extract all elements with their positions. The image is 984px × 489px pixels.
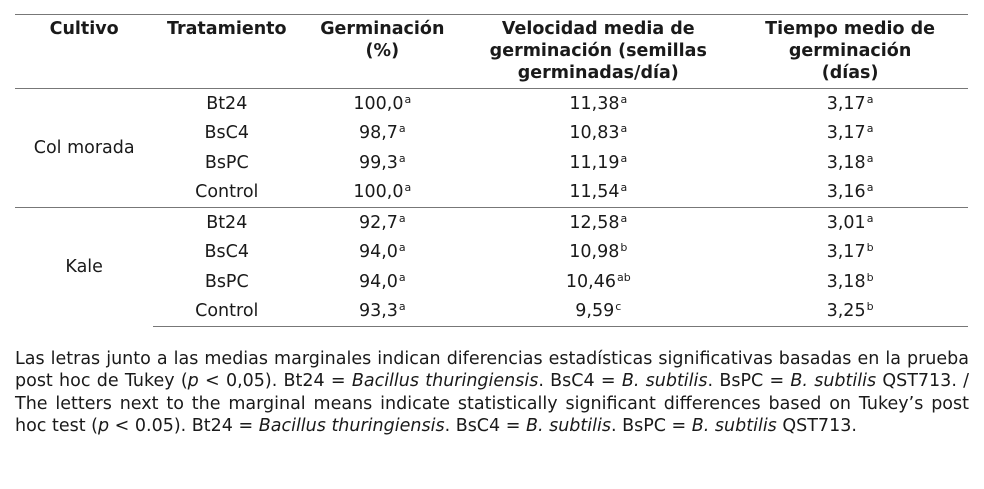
time-cell (732, 119, 968, 149)
footnote-text: < 0,05). Bt24 = (198, 371, 352, 392)
germination-cell-value: 94,0 (358, 271, 398, 292)
germination-cell (300, 267, 464, 297)
footnote-text: QST713. / The letters next to the marginal means indicate statistically significant differences based on Tukey’s post hoc test ( (15, 371, 970, 437)
speed-cell (464, 119, 732, 149)
footnote-text: . BsPC = (707, 371, 791, 392)
footnote-text: < 0.05). Bt24 = (109, 416, 259, 437)
time-cell (732, 267, 968, 297)
speed-cell-value: 11,19 (569, 152, 620, 173)
speed-cell-value: 11,54 (569, 182, 620, 203)
speed-cell-value: 10,83 (569, 123, 620, 144)
footnote-italic-text: B. subtilis (691, 416, 777, 437)
crop-name-cell: Col morada (33, 138, 135, 158)
footnote-text: . BsC4 = (538, 371, 622, 392)
significance-letter: c (615, 300, 622, 314)
footnote-italic-text: B. subtilis (621, 371, 708, 392)
germination-cell-value: 94,0 (358, 242, 398, 263)
crop-group (15, 89, 968, 208)
time-cell (732, 208, 968, 238)
footnote-text: QST713. (776, 416, 857, 437)
significance-letter: a (404, 92, 412, 106)
speed-cell (464, 297, 732, 327)
footnote-italic-text: Bacillus thuringiensis (258, 416, 445, 437)
time-cell (732, 178, 968, 208)
speed-cell-value: 12,58 (569, 212, 620, 233)
significance-letter: b (620, 241, 628, 255)
results-table-container (15, 14, 968, 327)
crop-name-cell: Kale (15, 208, 153, 327)
time-cell-value: 3,16 (826, 182, 866, 203)
treatment-cell: Control (153, 297, 300, 327)
table-row (15, 267, 968, 297)
treatment-cell: BsC4 (204, 123, 249, 144)
speed-cell (464, 89, 732, 119)
footnote-text: . BsC4 = (444, 416, 526, 437)
significance-letter: a (866, 92, 874, 106)
treatment-cell: Bt24 (206, 93, 248, 114)
significance-letter: a (398, 300, 406, 314)
table-row (15, 297, 968, 327)
table-row (15, 238, 968, 268)
germination-cell (300, 119, 464, 149)
treatment-cell: BsPC (204, 271, 249, 292)
significance-letter: a (866, 122, 874, 136)
speed-cell-value: 9,59 (575, 301, 615, 322)
treatment-cell: Bt24 (153, 208, 300, 238)
significance-letter: a (404, 181, 412, 195)
header-tratamiento: Tratamiento (153, 15, 300, 89)
significance-letter: a (620, 151, 628, 165)
significance-letter: ab (616, 270, 631, 284)
germination-cell-value: 92,7 (358, 212, 398, 233)
significance-letter: a (398, 122, 406, 136)
speed-cell (464, 267, 732, 297)
significance-letter: a (620, 122, 628, 136)
treatment-cell: Control (195, 182, 259, 203)
time-cell-value: 3,17 (826, 93, 866, 114)
germination-cell (300, 178, 464, 208)
table-row (15, 148, 968, 178)
significance-letter: a (620, 211, 628, 225)
significance-letter: a (866, 211, 874, 225)
germination-cell (300, 238, 464, 268)
speed-cell-value: 10,46 (565, 271, 616, 292)
time-cell-value: 3,18 (826, 152, 866, 173)
germination-cell (300, 148, 464, 178)
table-row (15, 208, 968, 238)
table-row (15, 178, 968, 208)
footnote-italic-text: B. subtilis (525, 416, 611, 437)
header-germinacion: Germinación (%) (300, 15, 464, 89)
germination-cell (300, 89, 464, 119)
speed-cell-value: 11,38 (569, 93, 620, 114)
significance-letter: a (398, 241, 406, 255)
footnote-italic-text: p (187, 371, 199, 392)
time-cell-value: 3,17 (826, 123, 866, 144)
significance-letter: b (866, 300, 874, 314)
time-cell (732, 89, 968, 119)
germination-cell (300, 208, 464, 238)
significance-letter: a (620, 92, 628, 106)
germination-cell-value: 100,0 (353, 182, 404, 203)
significance-letter: a (398, 211, 406, 225)
footnote-italic-text: Bacillus thuringiensis (351, 371, 539, 392)
germination-cell-value: 100,0 (353, 93, 404, 114)
germination-cell-value: 98,7 (358, 123, 398, 144)
table-row (15, 119, 968, 149)
header-velocidad: Velocidad media de germinación (semillas germinadas/día) (464, 15, 732, 89)
germination-cell-value: 99,3 (358, 152, 398, 173)
table-row (15, 89, 968, 119)
time-cell-value: 3,25 (826, 301, 866, 322)
time-cell (732, 297, 968, 327)
germination-cell-value: 93,3 (358, 301, 398, 322)
footnote-text: Las letras junto a las medias marginales indican diferencias estadísticas significativas basadas en la prueba post hoc de Tukey ( (15, 349, 969, 392)
footnote-italic-text: p (97, 416, 110, 437)
significance-letter: b (866, 270, 874, 284)
speed-cell-value: 10,98 (569, 242, 620, 263)
time-cell-value: 3,01 (826, 212, 866, 233)
time-cell (732, 148, 968, 178)
results-table (15, 14, 968, 327)
speed-cell (464, 238, 732, 268)
speed-cell (464, 208, 732, 238)
footnote-italic-text: B. subtilis (790, 371, 877, 392)
time-cell (732, 238, 968, 268)
significance-letter: a (398, 151, 406, 165)
header-tiempo: Tiempo medio de germinación (días) (732, 15, 968, 89)
germination-cell (300, 297, 464, 327)
treatment-cell: BsPC (204, 152, 249, 173)
table-header (15, 15, 968, 89)
significance-letter: a (866, 181, 874, 195)
header-cultivo: Cultivo (15, 15, 153, 89)
significance-letter: a (866, 151, 874, 165)
table-footnote (15, 348, 969, 438)
treatment-cell: BsC4 (204, 242, 249, 263)
time-cell-value: 3,18 (826, 271, 866, 292)
header-row (15, 15, 968, 89)
speed-cell (464, 148, 732, 178)
footnote-text: . BsPC = (610, 416, 692, 437)
speed-cell (464, 178, 732, 208)
significance-letter: a (398, 270, 406, 284)
significance-letter: a (620, 181, 628, 195)
crop-group (15, 208, 968, 327)
time-cell-value: 3,17 (826, 242, 866, 263)
significance-letter: b (866, 241, 874, 255)
